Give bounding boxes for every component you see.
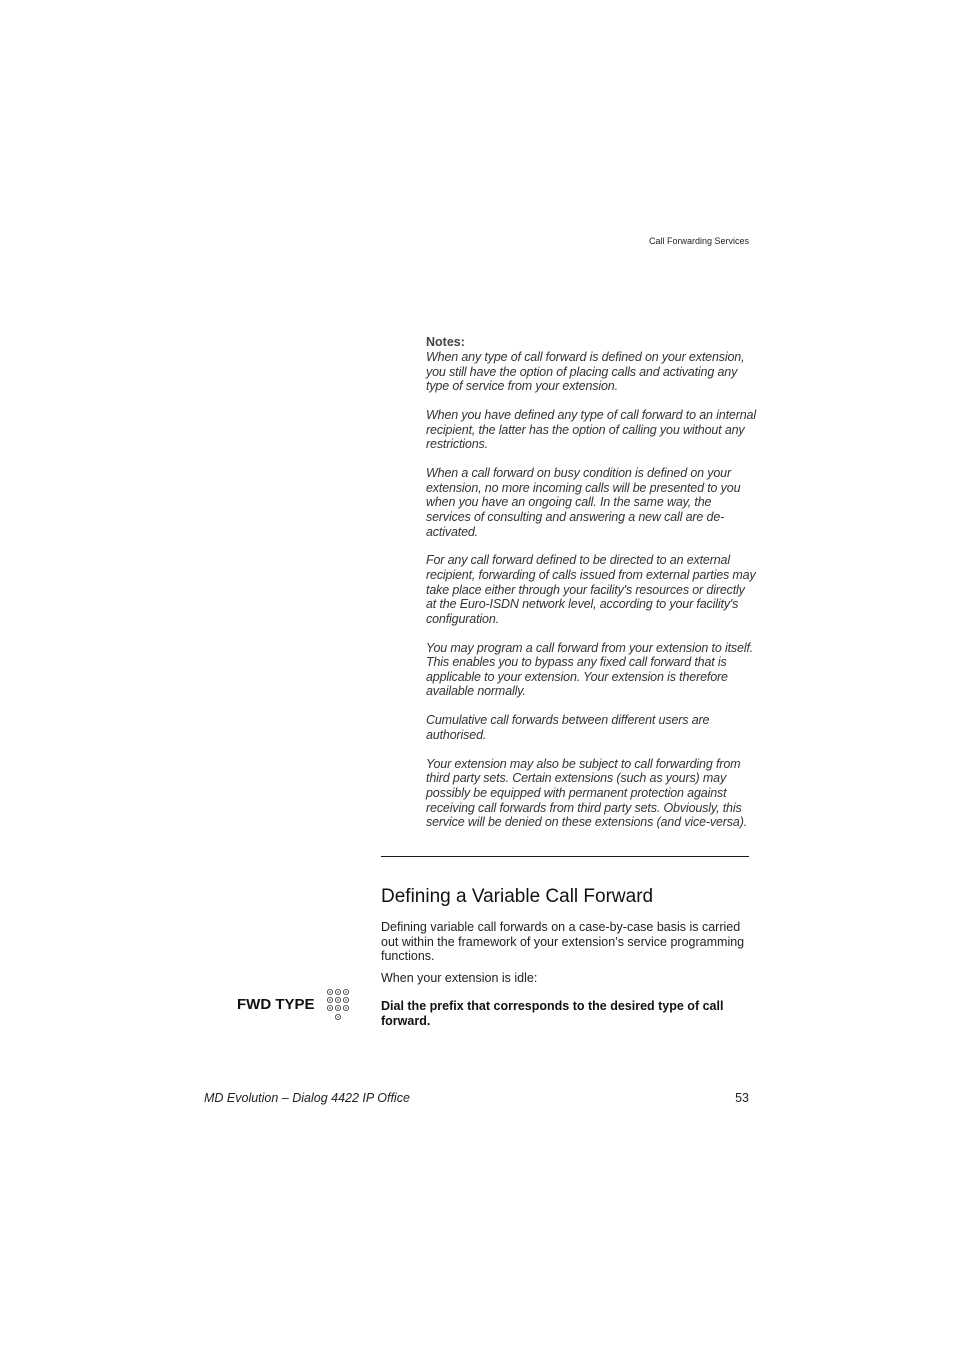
- idle-condition: When your extension is idle:: [381, 971, 538, 985]
- footer-document-title: MD Evolution – Dialog 4422 IP Office: [204, 1091, 410, 1105]
- section-heading: Defining a Variable Call Forward: [381, 886, 654, 907]
- running-header: Call Forwarding Services: [648, 236, 749, 246]
- keypad-icon: [326, 988, 350, 1024]
- note-paragraph: When you have defined any type of call forward to an internal recipient, the latter has the option of calling you without any restrictions.: [426, 408, 756, 452]
- section-intro: Defining variable call forwards on a case-by-case basis is carried out within the framework of your extension’s service programming functions.: [381, 920, 745, 964]
- note-paragraph: Your extension may also be subject to call forwarding from third party sets. Certain extensions (such as yours) may possibly be equipped with permanent protection against receiving call forwards from third party sets. Obviously, this service will be denied on these extensions (and vice-versa).: [426, 756, 748, 830]
- notes-block: [426, 335, 756, 844]
- note-paragraph: Cumulative call forwards between different users are authorised.: [426, 713, 710, 742]
- note-paragraph: For any call forward defined to be directed to an external recipient, forwarding of calls issued from external parties may take place either through your facility's resources or directly at the Euro-ISDN network level, according to your facility's configuration.: [426, 553, 756, 626]
- step-label: FWD TYPE: [237, 996, 315, 1013]
- section-divider: [381, 856, 749, 857]
- step-instruction: Dial the prefix that corresponds to the desired type of call forward.: [381, 999, 724, 1028]
- page-number: 53: [735, 1091, 749, 1105]
- note-paragraph: When any type of call forward is defined on your extension, you still have the option of placing calls and activating any type of service from your extension.: [426, 350, 745, 394]
- note-paragraph: You may program a call forward from your extension to itself. This enables you to bypass any fixed call forward that is applicable to your extension. Your extension is therefore available normally.: [426, 640, 754, 699]
- note-paragraph: When a call forward on busy condition is defined on your extension, no more incoming calls will be presented to you when you have an ongoing call. In the same way, the services of consulting and answering a new call are de-activated.: [426, 466, 741, 539]
- notes-title: Notes:: [426, 335, 465, 349]
